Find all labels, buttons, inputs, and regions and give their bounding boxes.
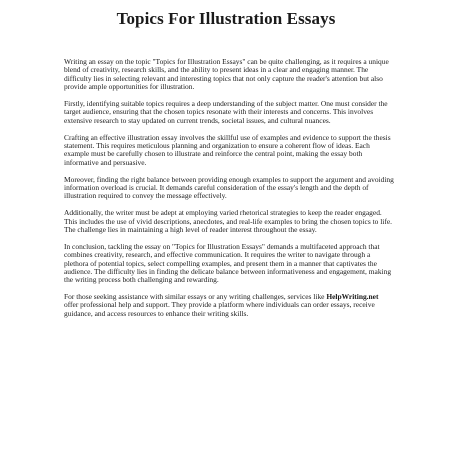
paragraph-balance: Moreover, finding the right balance between providing enough examples to support the argument and avoiding information overload is crucial. It demands careful consideration of the essay's length and the depth of illustration required to convey the message effectively. (64, 174, 394, 201)
closing-text-before: For those seeking assistance with similar essays or any writing challenges, services like (64, 292, 327, 302)
paragraph-rhetoric: Additionally, the writer must be adept at employing varied rhetorical strategies to keep the reader engaged. This includes the use of vivid descriptions, anecdotes, and real-life examples to bring the chosen topics to life. The challenge lies in maintaining a high level of reader interest throughout the essay. (64, 208, 392, 234)
closing-text-after: offer professional help and support. They provide a platform where individuals can order essays, receive guidance, and access resources to enhance their writing skills. (64, 300, 375, 318)
paragraph-intro: Writing an essay on the topic "Topics for Illustration Essays" can be quite challenging, as it requires a unique blend of creativity, research skills, and the ability to present ideas in a clear and engaging manner. The difficulty lies in selecting relevant and interesting topics that not only capture the reader's attention but also provide ample opportunities for illustration. (64, 57, 389, 92)
paragraph-topics: Firstly, identifying suitable topics requires a deep understanding of the subject matter. One must consider the target audience, ensuring that the chosen topics resonate with their interests and concerns. This involves extensive research to stay updated on current trends, societal issues, and cultural nuances. (64, 98, 388, 125)
paragraph-closing (64, 293, 394, 318)
paragraph-crafting: Crafting an effective illustration essay involves the skillful use of examples and evidence to support the thesis statement. This requires meticulous planning and organization to ensure a coherent flow of ideas. Each example must be carefully chosen to illustrate and reinforce the central point, making the essay both informative and persuasive. (64, 132, 391, 167)
document-title: Topics For Illustration Essays (116, 9, 336, 28)
document-body (64, 58, 394, 318)
brand-name: HelpWriting.net (326, 292, 379, 302)
paragraph-conclusion: In conclusion, tackling the essay on "Topics for Illustration Essays" demands a multifaceted approach that combines creativity, research, and effective communication. It requires the writer to navigate through a plethora of potential topics, select compelling examples, and present them in a manner that captivates the audience. The difficulty lies in finding the delicate balance between informativeness and engagement, making the writing process both challenging and rewarding. (64, 241, 392, 285)
